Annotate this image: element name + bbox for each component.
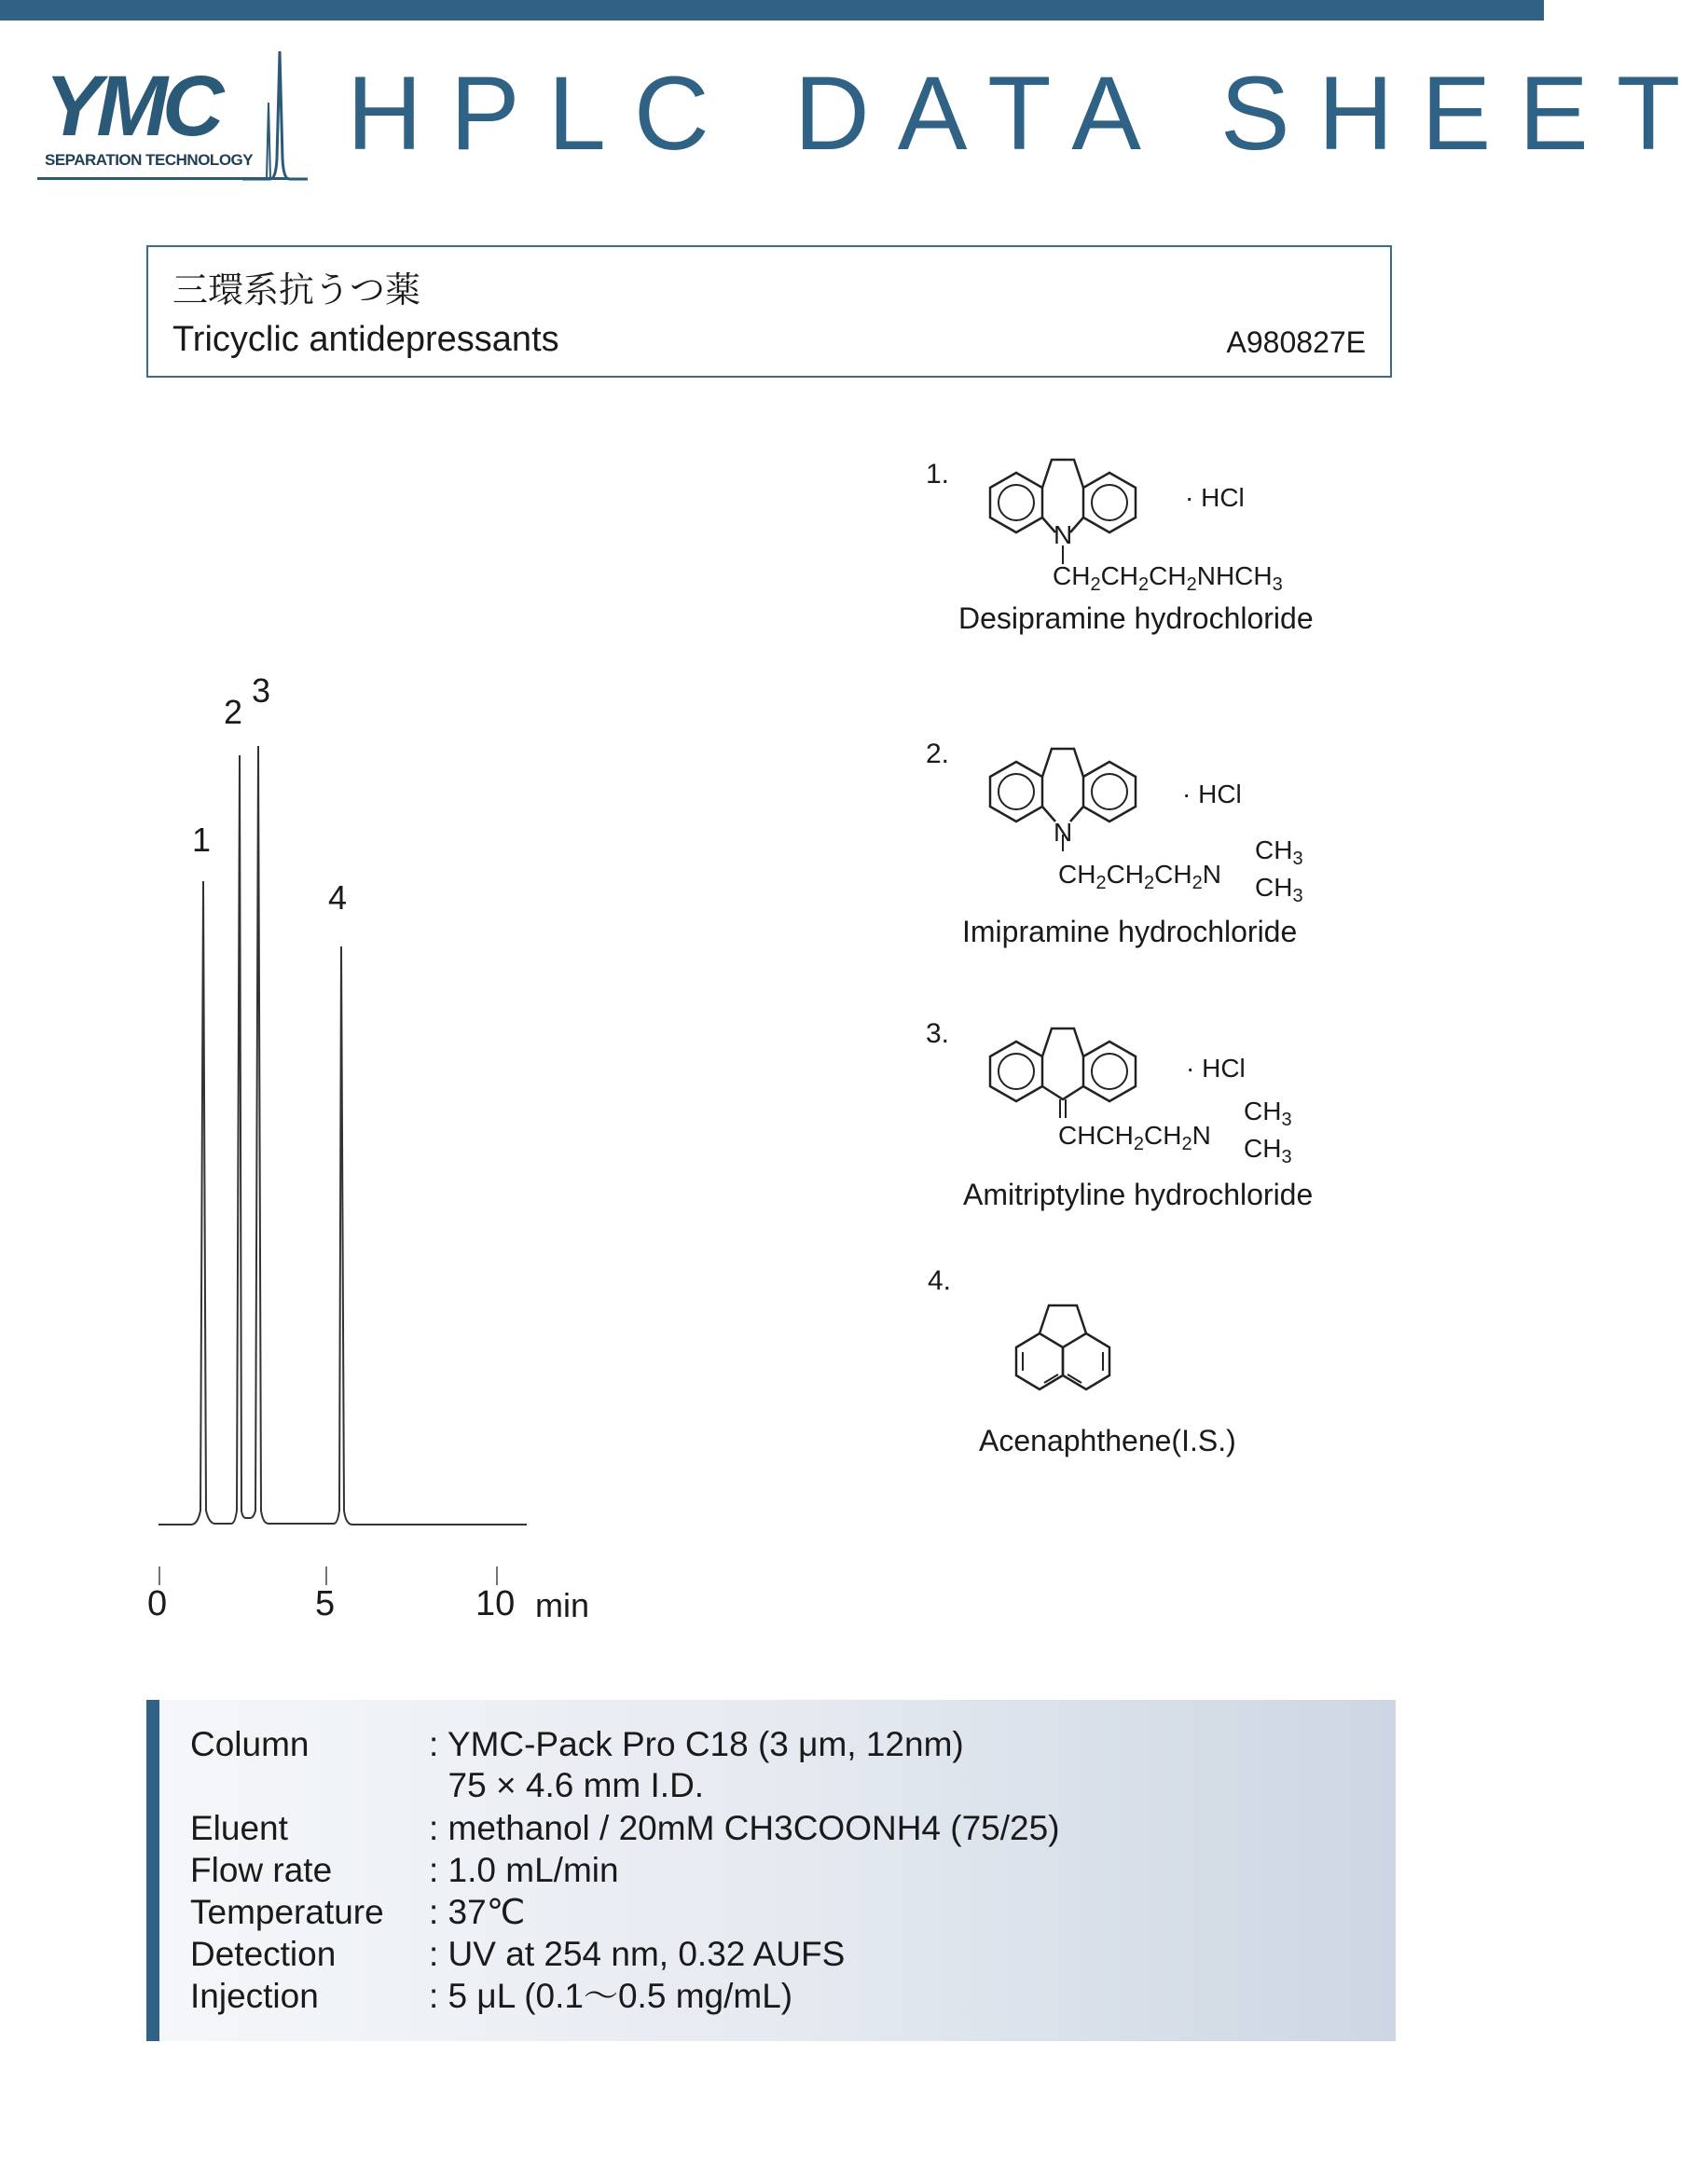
compound-salt: · HCl xyxy=(1186,1054,1246,1083)
peak-label-2: 2 xyxy=(224,693,243,731)
condition-label: Detection xyxy=(190,1935,337,1973)
compound-3 xyxy=(923,1012,1371,1217)
compound-salt: · HCl xyxy=(1185,483,1245,512)
compound-number: 2. xyxy=(926,739,950,769)
top-banner xyxy=(0,0,1544,21)
acenaphthene-structure-icon xyxy=(998,1277,1165,1427)
compound-nitrogen: N xyxy=(1054,520,1073,549)
condition-label: Eluent xyxy=(190,1809,288,1847)
condition-label: Temperature xyxy=(190,1893,384,1931)
conditions-accent-bar xyxy=(146,1700,159,2041)
desipramine-side-chain: $CH_2CH_2CH_2NHCH_3$ xyxy=(1053,561,1283,595)
conditions-panel xyxy=(146,1700,1396,2041)
compound-4 xyxy=(923,1259,1371,1464)
condition-value: : YMC-Pack Pro C18 (3 μm, 12nm) xyxy=(429,1725,964,1763)
chromatogram-trace xyxy=(131,653,653,1641)
amitriptyline-side-chain: $CHCH_2CH_2N$ xyxy=(1058,1121,1211,1154)
methyl-lower: $CH_3$ xyxy=(1244,1134,1292,1167)
condition-value: : 1.0 mL/min xyxy=(429,1851,619,1889)
compound-salt: · HCl xyxy=(1182,780,1242,808)
logo-text: YMC xyxy=(45,59,219,154)
ymc-logo xyxy=(37,47,308,186)
peak-label-3: 3 xyxy=(252,671,271,710)
logo-underline xyxy=(37,177,289,180)
sample-title-box xyxy=(146,245,1392,378)
condition-label: Injection xyxy=(190,1977,319,2015)
methyl-upper: $CH_3$ xyxy=(1255,835,1303,869)
x-axis-unit: min xyxy=(535,1586,590,1624)
japanese-title: 三環系抗うつ薬 xyxy=(172,271,421,311)
peak-label-1: 1 xyxy=(192,821,212,859)
compound-name: Acenaphthene(I.S.) xyxy=(979,1424,1236,1457)
compound-2 xyxy=(923,732,1371,956)
tick-label-0: 0 xyxy=(147,1584,168,1623)
compound-nitrogen: N xyxy=(1054,818,1073,847)
peak-label-4: 4 xyxy=(328,878,348,917)
tick-label-5: 5 xyxy=(315,1584,336,1623)
english-title: Tricyclic antidepressants xyxy=(172,320,559,359)
data-sheet-code: A980827E xyxy=(1226,325,1366,359)
methyl-lower: $CH_3$ xyxy=(1255,873,1303,906)
compound-number: 1. xyxy=(926,459,950,490)
compound-number: 3. xyxy=(926,1018,950,1049)
chromatogram xyxy=(131,653,653,1641)
imipramine-side-chain: $CH_2CH_2CH_2N$ xyxy=(1058,860,1221,893)
condition-label: Column xyxy=(190,1725,310,1763)
compound-name: Amitriptyline hydrochloride xyxy=(963,1178,1314,1211)
compound-number: 4. xyxy=(928,1265,952,1296)
condition-value: : 5 μL (0.1～0.5 mg/mL) xyxy=(429,1977,793,2015)
logo-subtext: SEPARATION TECHNOLOGY xyxy=(45,151,254,169)
logo-peak-icon xyxy=(242,47,317,182)
compound-name: Imipramine hydrochloride xyxy=(962,915,1298,948)
tick-label-10: 10 xyxy=(475,1584,516,1623)
condition-value: : 37℃ xyxy=(429,1893,526,1931)
compound-name: Desipramine hydrochloride xyxy=(958,601,1314,635)
condition-value: : methanol / 20mM CH3COONH4 (75/25) xyxy=(429,1809,1060,1847)
condition-value: : UV at 254 nm, 0.32 AUFS xyxy=(429,1935,846,1973)
compound-1 xyxy=(923,452,1371,639)
methyl-upper: $CH_3$ xyxy=(1244,1097,1292,1130)
condition-label: Flow rate xyxy=(190,1851,333,1889)
page-title: HPLC DATA SHEET xyxy=(347,55,1708,172)
condition-value: 75 × 4.6 mm I.D. xyxy=(429,1766,705,1804)
